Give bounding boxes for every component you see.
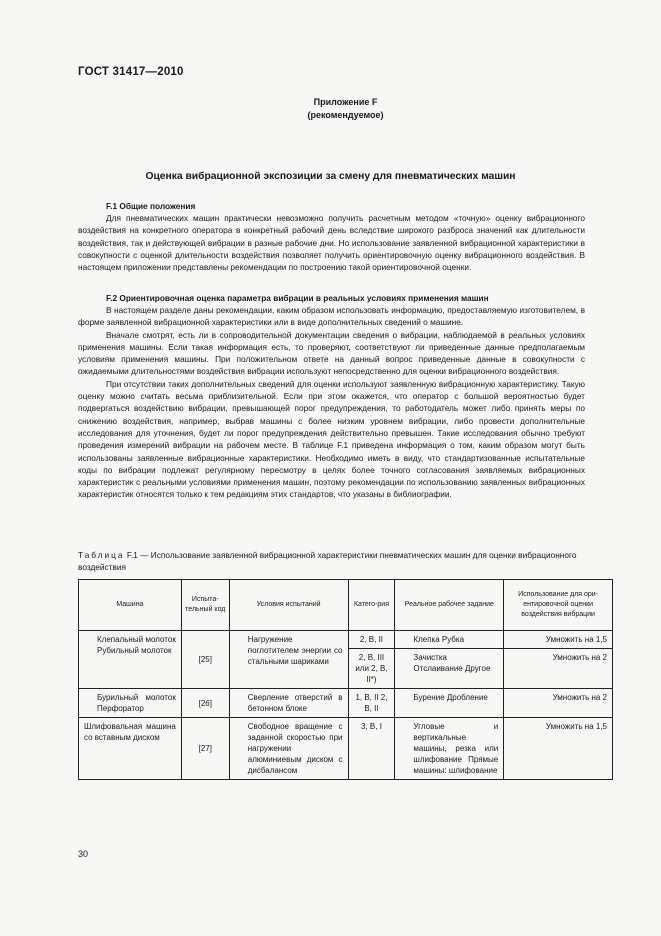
cell-usage: Умножить на 2	[504, 689, 613, 718]
cell-code: [27]	[181, 718, 229, 780]
cell-machine: Клепальный молоток Рубильный молоток	[79, 631, 182, 689]
table-caption-text: F.1 — Использование заявленной вибрационной характеристики пневматических машин для оценки вибрационного воздействия	[78, 550, 577, 573]
cell-category: 2, B, II	[348, 631, 395, 649]
cell-category: 3, B, I	[348, 718, 395, 780]
header-real-task: Реальное рабочее задание	[395, 580, 504, 631]
header-category: Катего-рия	[348, 580, 395, 631]
cell-task: Бурение Дробление	[395, 689, 504, 718]
paragraph: В настоящем разделе даны рекомендации, каким образом использовать информацию, предоставляемую изготовителем, в форме заявленной вибрационной характеристики или в виде дополнительных сведений о машине.	[78, 305, 585, 328]
cell-task: Угловые и вертикальные машины, резка или шлифование Прямые машины: шлифование	[395, 718, 504, 780]
cell-conditions: Сверление отверстий в бетонном блоке	[229, 689, 348, 718]
table-row	[79, 631, 613, 649]
annex-status: (рекомендуемое)	[307, 110, 384, 120]
cell-usage: Умножить на 1,5	[504, 718, 613, 780]
cell-task: Зачистка Отслаивание Другое	[395, 649, 504, 689]
header-test-code: Испыта-тельный код	[181, 580, 229, 631]
cell-conditions: Нагружение поглотителем энергии со стальными шариками	[229, 631, 348, 689]
cell-usage: Умножить на 2	[504, 649, 613, 689]
cell-usage: Умножить на 1,5	[504, 631, 613, 649]
cell-conditions: Свободное вращение с заданной скоростью при нагружении алюминиевым диском с дисбалансом	[229, 718, 348, 780]
cell-code: [25]	[181, 631, 229, 689]
section-general	[78, 200, 585, 273]
cell-category: 2, B, III или 2, B, II*)	[348, 649, 395, 689]
cell-machine: Бурильный молоток Перфоратор	[79, 689, 182, 718]
table-row	[79, 718, 613, 780]
vibration-table	[78, 579, 613, 780]
annex-heading	[0, 96, 661, 122]
paragraph: При отсутствии таких дополнительных сведений для оценки используют заявленную вибрационную характеристику. Такую оценку можно считать весьма приблизительной. Если при этом окажется, что оператор с большой вероятностью будет подвергаться воздействию вибрации, превышающей порог предупреждения, то работодатель может либо принять меры по снижению воздействия, например, выбрав машины с более низким уровнем вибрации, либо провести дополнительные исследования для уточнения, будет ли порог предупреждения действительно превышен. Такие исследования обычно требуют проведения измерений вибрации на рабочем месте. В таблице F.1 приведена информация о том, каким образом могут быть использованы заявленные вибрационные характеристики. Необходимо иметь в виду, что стандартизованные испытательные коды по вибрации подлежат регулярному пересмотру в целях более точного согласования заявляемых вибрационных характеристик с реальными условиями применения машин, поэтому рекомендации по использованию заявленных вибрационных характеристик относятся только к тем редакциям этих стандартов, что указаны в библиографии.	[78, 378, 585, 500]
table-header-row	[79, 580, 613, 631]
section-heading: F.2 Ориентировочная оценка параметра вибрации в реальных условиях применения машин	[106, 293, 489, 303]
standard-code: ГОСТ 31417—2010	[78, 66, 184, 78]
header-usage: Использование для ори-ентировочной оценки воздействия вибрации	[504, 580, 613, 631]
table-caption-label: Таблица	[78, 550, 125, 560]
header-machine: Машина	[79, 580, 182, 631]
cell-code: [26]	[181, 689, 229, 718]
section-estimation	[78, 292, 585, 501]
cell-machine: Шлифовальная машина со вставным диском	[79, 718, 182, 780]
annex-title: Оценка вибрационной экспозиции за смену для пневматических машин	[145, 171, 516, 182]
paragraph: Вначале смотрят, есть ли в сопроводительной документации сведения о вибрации, наблюдаемой в реальных условиях применения машины. Если такая информация есть, то проверяют, соответствуют ли приведенные данные предполагаемым условиям применения машины. При положительном ответе на данный вопрос приведенные данные в совокупности с ожидаемыми длительностями воздействия вибрации используют непосредственно для оценки вибрационного воздействия.	[78, 329, 585, 377]
cell-task: Клепка Рубка	[395, 631, 504, 649]
table-caption	[78, 549, 618, 574]
table-row	[79, 689, 613, 718]
annex-label: Приложение F	[313, 97, 378, 107]
page-number: 30	[78, 849, 89, 859]
section-heading: F.1 Общие положения	[106, 201, 196, 211]
header-test-conditions: Условия испытаний	[229, 580, 348, 631]
paragraph: Для пневматических машин практически невозможно получить расчетным методом «точную» оценку вибрационного воздействия на конкретного оператора в конкретный рабочий день вследствие широкого разброса значений как длительности воздействия, так и действующей вибрации в разные рабочие дни. Но использование заявленной вибрационной характеристики в совокупности с оценкой длительности воздействия позволяет получить ориентировочную оценку вибрационного воздействия. В настоящем приложении представлены рекомендации по построению такой ориентировочной оценки.	[78, 213, 585, 273]
cell-category: 1, B, II 2, B, II	[348, 689, 395, 718]
